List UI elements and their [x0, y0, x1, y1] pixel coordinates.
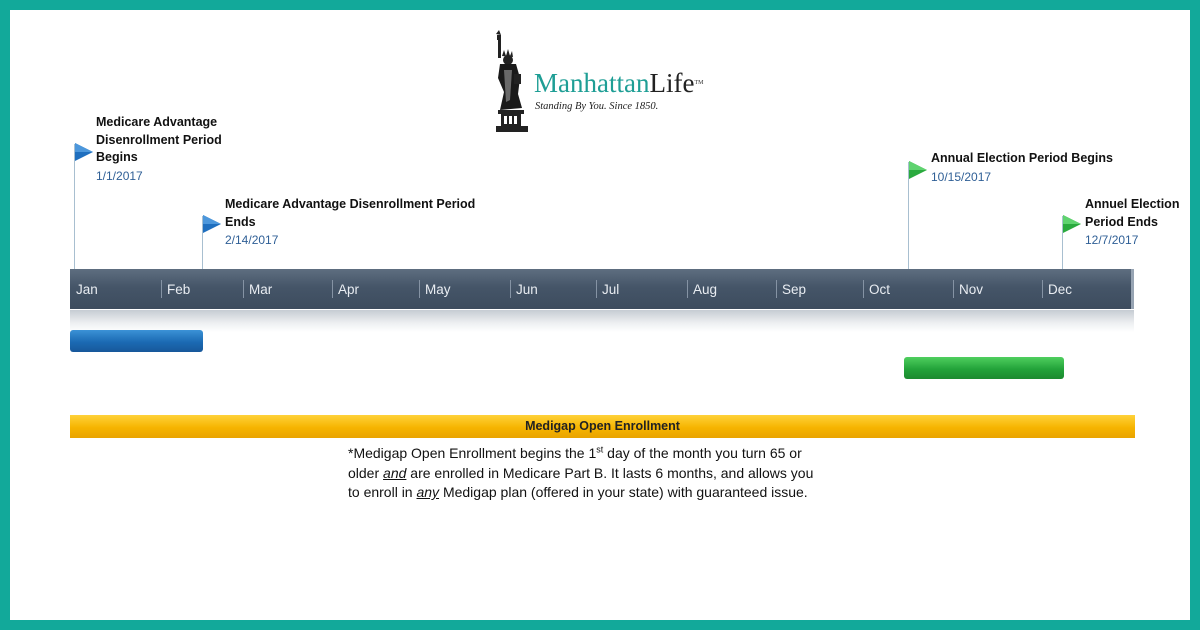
month-axis: [70, 269, 1134, 309]
milestone-date: 1/1/2017: [96, 168, 143, 183]
month-sep: Sep: [776, 269, 806, 309]
month-nov: Nov: [953, 269, 983, 309]
brand-tagline: Standing By You. Since 1850.: [535, 101, 659, 112]
flag-icon: [909, 161, 929, 179]
milestone-label: Medicare Advantage Disenrollment Period Begins 1/1/2017: [96, 114, 236, 186]
brand-name: [534, 68, 703, 98]
milestone-label: Annual Election Period Begins 10/15/2017: [931, 150, 1131, 187]
flag-icon: [1063, 215, 1083, 233]
milestone-pole: [74, 144, 75, 270]
month-separator: [332, 280, 333, 298]
milestone-label: Medicare Advantage Disenrollment Period Ends 2/14/2017: [225, 196, 493, 250]
month-separator: [510, 280, 511, 298]
month-axis-shadow: [70, 310, 1134, 332]
brand-primary: Manhattan: [534, 68, 650, 98]
month-mar: Mar: [243, 269, 272, 309]
statue-of-liberty-icon: [492, 30, 532, 134]
month-may: May: [419, 269, 451, 309]
month-oct: Oct: [863, 269, 890, 309]
month-separator: [863, 280, 864, 298]
month-aug: Aug: [687, 269, 717, 309]
emphasis-any: any: [416, 484, 440, 500]
emphasis-and: and: [383, 464, 407, 481]
flag-icon: [203, 215, 223, 233]
month-separator: [419, 280, 420, 298]
ma-disenrollment-period-bar: [70, 330, 203, 352]
medigap-open-enrollment-bar: Medigap Open Enrollment: [70, 415, 1135, 438]
manhattan-life-logo: [492, 30, 732, 134]
flag-icon: [75, 143, 95, 161]
month-separator: [687, 280, 688, 298]
month-jan: Jan: [76, 282, 98, 297]
milestone-date: 2/14/2017: [225, 233, 279, 247]
milestone-label: Annuel Election Period Ends 12/7/2017: [1085, 196, 1185, 250]
month-separator: [243, 280, 244, 298]
month-feb: Feb: [161, 269, 190, 309]
timeline-canvas: [10, 10, 1190, 620]
brand-secondary: Life: [649, 68, 695, 98]
medigap-footnote: *Medigap Open Enrollment begins the 1st day of the month you turn 65 or older and are enrolled in Medicare Part B. It lasts 6 months, and allows you to enroll in any Medigap plan (offered in your state) with guaranteed issue.: [348, 444, 814, 500]
month-separator: [1042, 280, 1043, 298]
annual-election-period-bar: [904, 357, 1064, 379]
month-separator: [596, 280, 597, 298]
month-separator: [953, 280, 954, 298]
month-jun: Jun: [510, 269, 538, 309]
month-separator: [776, 280, 777, 298]
month-apr: Apr: [332, 269, 359, 309]
month-separator: [161, 280, 162, 298]
trademark-mark: TM: [694, 80, 704, 86]
month-dec: Dec: [1042, 269, 1072, 309]
month-jul: Jul: [596, 269, 619, 309]
milestone-date: 10/15/2017: [931, 169, 992, 184]
milestone-date: 12/7/2017: [1085, 233, 1139, 247]
